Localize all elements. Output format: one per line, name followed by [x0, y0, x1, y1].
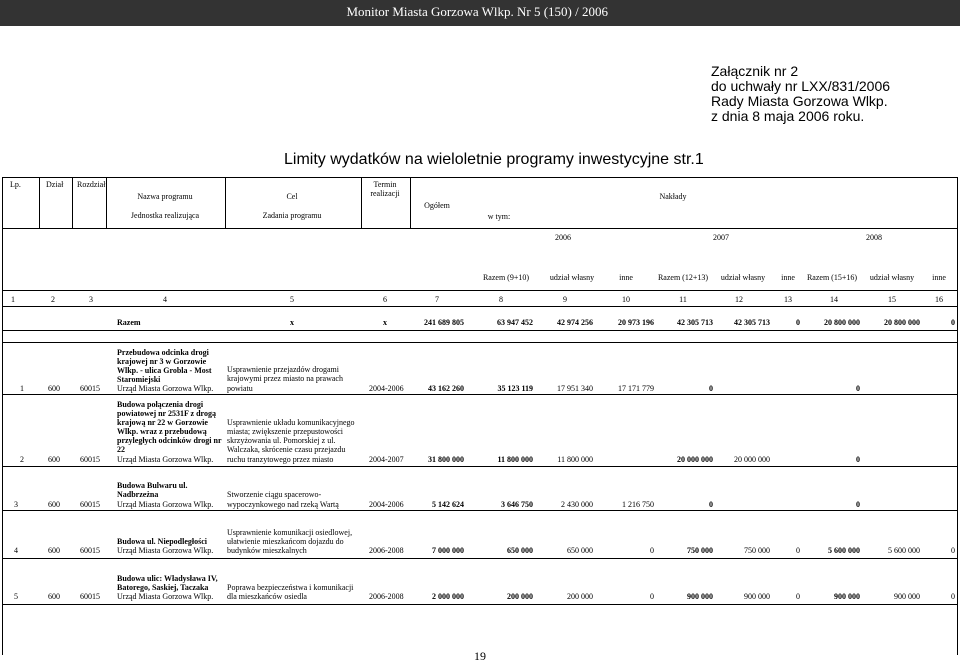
total-udzial-2008: 20 800 000 — [884, 318, 920, 327]
row2-term: 2004-2007 — [369, 455, 404, 464]
publication-title: Monitor Miasta Gorzowa Wlkp. Nr 5 (150) / 2006 — [346, 4, 608, 19]
head-udzial-2008: udział własny — [869, 273, 915, 282]
rule-name-col — [225, 177, 226, 229]
rule-total-bottom — [2, 330, 958, 331]
row2-name-line-2: powiatowej nr 2531F z drogą — [117, 409, 216, 418]
annex-line-2: do uchwały nr LXX/831/2006 — [711, 78, 891, 94]
row5-inne-2007: 0 — [796, 592, 800, 601]
head-razem-15-16: Razem (15+16) — [806, 273, 858, 282]
row3-ogolem: 5 142 624 — [432, 500, 464, 509]
total-razem-2006: 63 947 452 — [497, 318, 533, 327]
total-udzial-2006: 42 974 256 — [557, 318, 593, 327]
row2-udzial-2007: 20 000 000 — [734, 455, 770, 464]
head-nazwa: Nazwa programu — [137, 192, 193, 201]
row5-name-line-1: Budowa ulic: Władysława IV, — [117, 574, 218, 583]
head-udzial-2007: udział własny — [720, 273, 766, 282]
row4-lp: 4 — [14, 546, 18, 555]
row2-razem-2008: 0 — [856, 455, 860, 464]
row4-goal-line-1: Usprawnienie komunikacji osiedlowej, — [227, 528, 353, 537]
head-year-2006: 2006 — [555, 233, 571, 242]
row1-goal-line-2: krajowymi przez miasto na prawach — [227, 374, 343, 383]
row1-name-line-2: krajowej nr 3 w Gorzowie — [117, 357, 207, 366]
head-razem-12-13: Razem (12+13) — [657, 273, 709, 282]
row4-udzial-2007: 750 000 — [744, 546, 770, 555]
total-cel: x — [290, 318, 294, 327]
row5-ogolem: 2 000 000 — [432, 592, 464, 601]
colnum-1: 1 — [11, 295, 15, 304]
row1-term: 2004-2006 — [369, 384, 404, 393]
row2-goal-line-4: Walczaka, skrócenie czasu przejazdu — [227, 445, 346, 454]
row3-rozdzial: 60015 — [80, 500, 100, 509]
row4-goal-line-2: ułatwienie mieszkańcom dojazdu do — [227, 537, 344, 546]
rule-rozdzial-col — [106, 177, 107, 229]
rule-dzial-col — [72, 177, 73, 229]
total-udzial-2007: 42 305 713 — [734, 318, 770, 327]
total-label: Razem — [117, 318, 141, 327]
row5-udzial-2007: 900 000 — [744, 592, 770, 601]
rule-row1-bottom — [2, 394, 958, 395]
head-jednostka: Jednostka realizująca — [130, 211, 200, 220]
row5-rozdzial: 60015 — [80, 592, 100, 601]
row4-udzial-2008: 5 600 000 — [888, 546, 920, 555]
head-dzial: Dział — [46, 180, 64, 189]
total-inne-2007: 0 — [796, 318, 800, 327]
row4-goal-line-3: budynków mieszkalnych — [227, 546, 307, 555]
header-bar — [0, 0, 960, 26]
row2-name-line-5: przyległych odcinków drogi nr — [117, 436, 222, 445]
colnum-13: 13 — [784, 295, 792, 304]
colnum-2: 2 — [51, 295, 55, 304]
row1-unit: Urząd Miasta Gorzowa Wlkp. — [117, 384, 214, 393]
head-inne-2008: inne — [932, 273, 946, 282]
row3-unit: Urząd Miasta Gorzowa Wlkp. — [117, 500, 214, 509]
colnum-3: 3 — [89, 295, 93, 304]
rule-cel-col — [361, 177, 362, 229]
row1-inne-2006: 17 171 779 — [618, 384, 654, 393]
colnum-11: 11 — [679, 295, 687, 304]
row4-dzial: 600 — [48, 546, 60, 555]
row5-goal-line-2: dla mieszkańców osiedla — [227, 592, 307, 601]
head-inne-2007: inne — [781, 273, 795, 282]
row3-goal-line-2: wypoczynkowego nad rzeką Wartą — [227, 500, 339, 509]
row1-dzial: 600 — [48, 384, 60, 393]
colnum-15: 15 — [888, 295, 896, 304]
row3-goal-line-1: Stworzenie ciągu spacerowo- — [227, 490, 322, 499]
colnum-12: 12 — [735, 295, 743, 304]
row3-udzial-2006: 2 430 000 — [561, 500, 593, 509]
head-wtym: w tym: — [487, 212, 511, 221]
row5-inne-2006: 0 — [650, 592, 654, 601]
row2-ogolem: 31 800 000 — [428, 455, 464, 464]
row3-inne-2007: 0 — [856, 500, 860, 509]
row5-inne-2008: 0 — [951, 592, 955, 601]
annex-line-1: Załącznik nr 2 — [711, 63, 799, 79]
annex-line-3: Rady Miasta Gorzowa Wlkp. — [711, 93, 888, 109]
colnum-16: 16 — [935, 295, 943, 304]
head-year-2007: 2007 — [713, 233, 729, 242]
row3-razem-2007: 0 — [709, 500, 713, 509]
colnum-9: 9 — [563, 295, 567, 304]
rule-row1-top — [2, 342, 958, 343]
row2-goal-line-1: Usprawnienie układu komunikacyjnego — [227, 418, 355, 427]
row3-name-line-2: Nadbrzeżna — [117, 490, 159, 499]
row3-dzial: 600 — [48, 500, 60, 509]
row5-goal-line-1: Poprawa bezpieczeństwa i komunikacji — [227, 583, 354, 592]
row4-razem-2008: 5 600 000 — [828, 546, 860, 555]
row5-term: 2006-2008 — [369, 592, 404, 601]
row2-name-line-6: 22 — [117, 445, 125, 454]
row4-name-line-1: Budowa ul. Niepodległości — [117, 537, 208, 546]
row5-razem-2007: 900 000 — [687, 592, 713, 601]
row1-inne-2007: 0 — [856, 384, 860, 393]
row2-name-line-3: krajową nr 22 w Gorzowie — [117, 418, 208, 427]
row1-goal-line-3: powiatu — [227, 384, 253, 393]
head-ogolem: Ogółem — [424, 201, 450, 210]
colnum-14: 14 — [830, 295, 838, 304]
rule-row3-bottom — [2, 510, 958, 511]
head-zadania: Zadania programu — [262, 211, 322, 220]
colnum-5: 5 — [290, 295, 294, 304]
rule-lp-col — [39, 177, 40, 229]
row2-unit: Urząd Miasta Gorzowa Wlkp. — [117, 455, 214, 464]
total-razem-2008: 20 800 000 — [824, 318, 860, 327]
row4-razem-2006: 650 000 — [507, 546, 533, 555]
head-cel: Cel — [286, 192, 298, 201]
row2-rozdzial: 60015 — [80, 455, 100, 464]
row1-goal-line-1: Usprawnienie przejazdów drogami — [227, 365, 339, 374]
row5-lp: 5 — [14, 592, 18, 601]
row4-udzial-2006: 650 000 — [567, 546, 593, 555]
row3-lp: 3 — [14, 500, 18, 509]
total-razem-2007: 42 305 713 — [677, 318, 713, 327]
row4-ogolem: 7 000 000 — [432, 546, 464, 555]
row1-lp: 1 — [20, 384, 24, 393]
rule-row4-bottom — [2, 558, 958, 559]
row1-name-line-1: Przebudowa odcinka drogi — [117, 348, 209, 357]
row5-name-line-2: Batorego, Saskiej, Taczaka — [117, 583, 209, 592]
row2-lp: 2 — [20, 455, 24, 464]
row4-razem-2007: 750 000 — [687, 546, 713, 555]
rule-header-bottom — [2, 228, 958, 229]
row4-term: 2006-2008 — [369, 546, 404, 555]
row5-dzial: 600 — [48, 592, 60, 601]
rule-colnums-top — [2, 290, 958, 291]
row3-inne-2006: 1 216 750 — [622, 500, 654, 509]
row3-name-line-1: Budowa Bulwaru ul. — [117, 481, 188, 490]
row1-ogolem: 43 162 260 — [428, 384, 464, 393]
row5-razem-2006: 200 000 — [507, 592, 533, 601]
colnum-10: 10 — [622, 295, 630, 304]
head-termin-2: realizacji — [370, 189, 400, 198]
head-razem-9-10: Razem (9+10) — [482, 273, 530, 282]
row4-inne-2008: 0 — [951, 546, 955, 555]
row2-razem-2007: 20 000 000 — [677, 455, 713, 464]
row1-name-line-4: Staromiejski — [117, 375, 161, 384]
colnum-6: 6 — [383, 295, 387, 304]
head-year-2008: 2008 — [866, 233, 882, 242]
annex-note — [711, 64, 890, 124]
head-lp: Lp. — [10, 180, 21, 189]
row5-udzial-2008: 900 000 — [894, 592, 920, 601]
head-rozdzial: Rozdział — [77, 180, 106, 189]
row5-udzial-2006: 200 000 — [567, 592, 593, 601]
row1-rozdzial: 60015 — [80, 384, 100, 393]
row1-name-line-3: Wlkp. - ulica Grobla - Most — [117, 366, 212, 375]
head-inne-2006: inne — [619, 273, 633, 282]
row4-rozdzial: 60015 — [80, 546, 100, 555]
colnum-4: 4 — [163, 295, 167, 304]
total-ogolem: 241 689 805 — [424, 318, 464, 327]
row1-udzial-2006: 17 951 340 — [557, 384, 593, 393]
row2-name-line-1: Budowa połączenia drogi — [117, 400, 204, 409]
total-inne-2006: 20 973 196 — [618, 318, 654, 327]
annex-line-4: z dnia 8 maja 2006 roku. — [711, 108, 865, 124]
row4-inne-2007: 0 — [796, 546, 800, 555]
page-number: 19 — [474, 649, 486, 662]
row4-unit: Urząd Miasta Gorzowa Wlkp. — [117, 546, 214, 555]
head-naklady: Nakłady — [659, 192, 687, 201]
total-termin: x — [383, 318, 387, 327]
row3-razem-2006: 3 646 750 — [501, 500, 533, 509]
row1-razem-2006: 35 123 119 — [497, 384, 533, 393]
rule-row2-bottom — [2, 466, 958, 467]
row2-goal-line-2: miasta; zwiększenie przepustowości — [227, 427, 343, 436]
rule-colnums-bottom — [2, 306, 958, 307]
row2-dzial: 600 — [48, 455, 60, 464]
row4-inne-2006: 0 — [650, 546, 654, 555]
row5-razem-2008: 900 000 — [834, 592, 860, 601]
page-title: Limity wydatków na wieloletnie programy inwestycyjne str.1 — [284, 151, 704, 168]
rule-row5-bottom — [2, 604, 958, 605]
row3-term: 2004-2006 — [369, 500, 404, 509]
colnum-7: 7 — [435, 295, 439, 304]
total-inne-2008: 0 — [951, 318, 955, 327]
row2-goal-line-5: ruchu tranzytowego przez miasto — [227, 455, 334, 464]
row5-unit: Urząd Miasta Gorzowa Wlkp. — [117, 592, 214, 601]
row2-goal-line-3: skrzyżowania ul. Pomorskiej z ul. — [227, 436, 336, 445]
row2-razem-2006: 11 800 000 — [497, 455, 533, 464]
rule-termin-col — [410, 177, 411, 229]
row2-name-line-4: Wlkp. wraz z przebudową — [117, 427, 207, 436]
head-udzial-2006: udział własny — [549, 273, 595, 282]
colnum-8: 8 — [499, 295, 503, 304]
row1-razem-2007: 0 — [709, 384, 713, 393]
head-termin-1: Termin — [373, 180, 397, 189]
row2-udzial-2006: 11 800 000 — [557, 455, 593, 464]
